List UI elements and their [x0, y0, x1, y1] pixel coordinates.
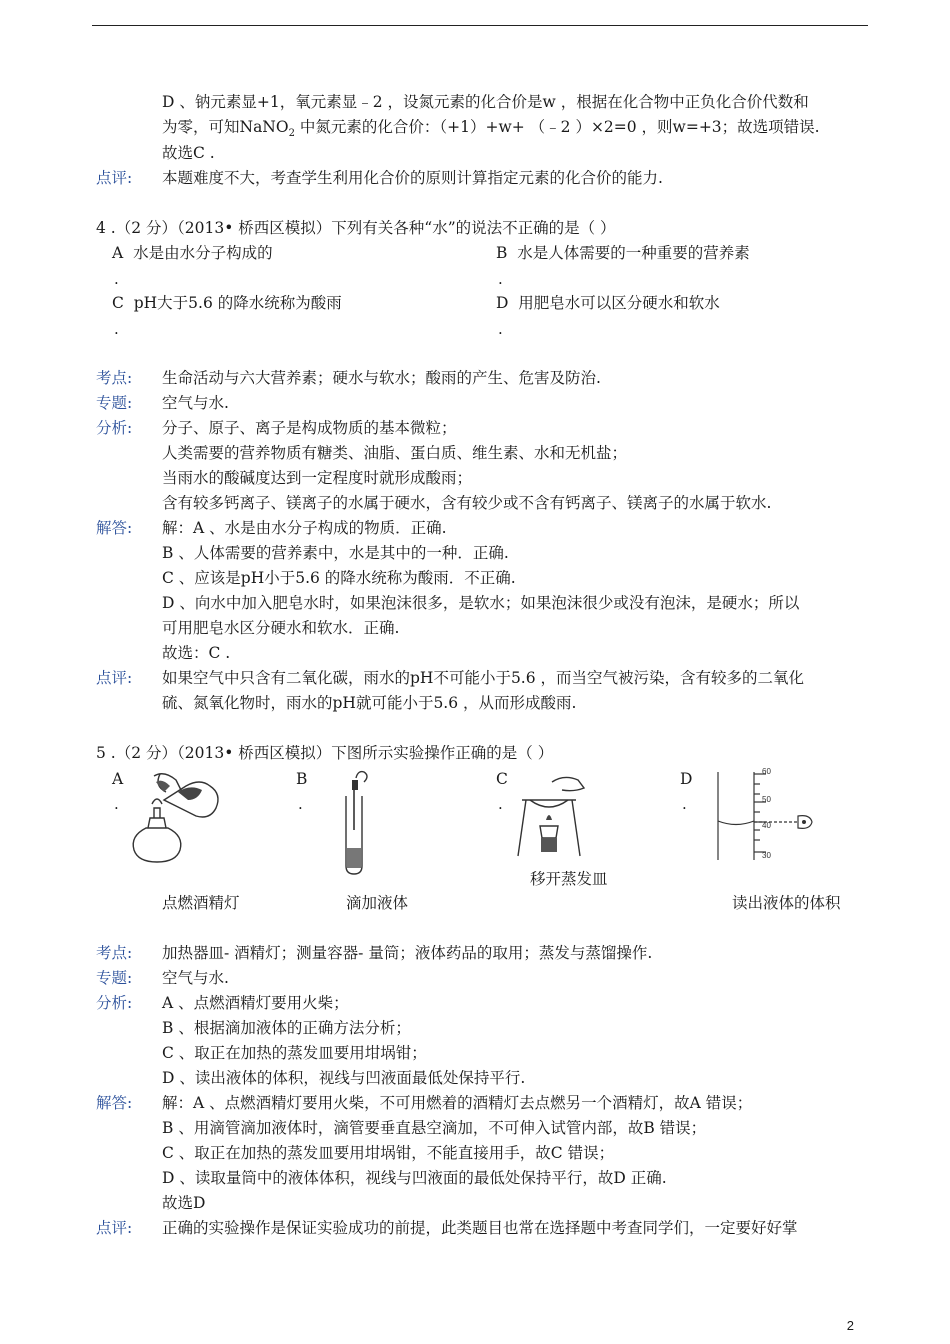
- q4-option-d: D 用肥皂水可以区分硬水和软水: [496, 294, 720, 312]
- option-dot: .: [114, 795, 119, 813]
- q4-jieda-line: C 、应该是pH小于5.6 的降水统称为酸雨．不正确.: [162, 569, 516, 587]
- option-dot: .: [114, 320, 119, 338]
- q4-jieda-label: 解答:: [96, 519, 133, 537]
- cylinder-tick-30: 30: [762, 851, 771, 860]
- q4-jieda-line: 可用肥皂水区分硬水和软水．正确.: [162, 619, 400, 637]
- cylinder-tick-60: 60: [762, 767, 771, 776]
- q4-option-c: C pH大于5.6 的降水统称为酸雨: [112, 294, 342, 312]
- q5-dianping: 正确的实验操作是保证实验成功的前提，此类题目也常在选择题中考查同学们，一定要好好掌: [162, 1219, 798, 1237]
- q5-option-b-letter: B: [296, 770, 308, 788]
- q5-fenxi-line: B 、根据滴加液体的正确方法分析；: [162, 1019, 411, 1037]
- q4-zhuanti-label: 专题:: [96, 394, 133, 412]
- q4-jieda-line: B 、人体需要的营养素中，水是其中的一种．正确.: [162, 544, 509, 562]
- q4-dianping-line: 硫、氮氧化物时，雨水的pH就可能小于5.6 ，从而形成酸雨.: [162, 694, 577, 712]
- q4-dianping-label: 点评:: [96, 669, 133, 687]
- option-dot: .: [114, 270, 119, 288]
- q5-zhuanti-label: 专题:: [96, 969, 133, 987]
- figure-evaporating-dish: [512, 770, 592, 860]
- q5-kaodian: 加热器皿- 酒精灯；测量容器- 量筒；液体药品的取用；蒸发与蒸馏操作.: [162, 944, 653, 962]
- q5-stem: 5 .（2 分）（2013• 桥西区模拟）下图所示实验操作正确的是（ ）: [96, 744, 554, 762]
- figure-dropper-test-tube: [336, 770, 376, 876]
- cylinder-tick-40: 40: [762, 821, 771, 830]
- q5-caption-c: 移开蒸发皿: [530, 870, 608, 888]
- q4-stem: 4 .（2 分）（2013• 桥西区模拟）下列有关各种“水”的说法不正确的是（ ）: [96, 219, 616, 237]
- q4-kaodian: 生命活动与六大营养素；硬水与软水；酸雨的产生、危害及防治.: [162, 369, 601, 387]
- q3-comment: 本题难度不大，考查学生利用化合价的原则计算指定元素的化合价的能力.: [162, 169, 663, 187]
- q4-zhuanti: 空气与水.: [162, 394, 229, 412]
- option-dot: .: [498, 270, 503, 288]
- q5-fenxi-line: C 、取正在加热的蒸发皿要用坩埚钳；: [162, 1044, 427, 1062]
- option-dot: .: [298, 795, 303, 813]
- q5-dianping-label: 点评:: [96, 1219, 133, 1237]
- q4-dianping-line: 如果空气中只含有二氧化碳，雨水的pH不可能小于5.6 ，而当空气被污染，含有较多的二氧化: [162, 669, 805, 687]
- q5-kaodian-label: 考点:: [96, 944, 133, 962]
- q4-jieda-line: D 、向水中加入肥皂水时，如果泡沫很多，是软水；如果泡沫很少或没有泡沫，是硬水；所以: [162, 594, 800, 612]
- q4-option-a: A 水是由水分子构成的: [112, 244, 273, 262]
- q4-option-b: B 水是人体需要的一种重要的营养素: [496, 244, 750, 262]
- header-rule: [92, 25, 868, 26]
- q5-caption-a: 点燃酒精灯: [162, 894, 240, 912]
- q4-fenxi-line: 人类需要的营养物质有糖类、油脂、蛋白质、维生素、水和无机盐；: [162, 444, 628, 462]
- q5-fenxi-line: D 、读出液体的体积，视线与凹液面最低处保持平行.: [162, 1069, 526, 1087]
- q5-option-a-letter: A: [112, 770, 124, 788]
- q5-jieda-line: B 、用滴管滴加液体时，滴管要垂直悬空滴加，不可伸入试管内部，故B 错误；: [162, 1119, 707, 1137]
- q5-option-c-letter: C: [496, 770, 508, 788]
- q5-caption-b: 滴加液体: [346, 894, 409, 912]
- q4-kaodian-label: 考点:: [96, 369, 133, 387]
- q5-caption-d: 读出液体的体积: [732, 894, 841, 912]
- q5-fenxi-label: 分析:: [96, 994, 133, 1012]
- option-dot: .: [498, 320, 503, 338]
- q5-jieda-line: C 、取正在加热的蒸发皿要用坩埚钳，不能直接用手，故C 错误；: [162, 1144, 615, 1162]
- q3-analysis-line-1: D 、钠元素显+1，氧元素显﹣2 ，设氮元素的化合价是w ，根据在化合物中正负化合价代数和: [162, 93, 809, 111]
- q5-zhuanti: 空气与水.: [162, 969, 229, 987]
- option-dot: .: [498, 795, 503, 813]
- q4-fenxi-line: 含有较多钙离子、镁离子的水属于硬水，含有较少或不含有钙离子、镁离子的水属于软水.: [162, 494, 772, 512]
- cylinder-tick-50: 50: [762, 795, 771, 804]
- q3-analysis-line-2: 为零，可知NaNO$_2$ 中氮元素的化合价：（+1）+w+ （﹣2 ）×2=0 ，则w=+3；故选项错误.: [162, 118, 820, 140]
- page-number: 2: [846, 1318, 854, 1333]
- q5-fenxi-line: A 、点燃酒精灯要用火柴；: [162, 994, 349, 1012]
- q5-jieda-label: 解答:: [96, 1094, 133, 1112]
- figure-alcohol-lamp: [124, 770, 228, 870]
- q5-jieda-line: 故选D: [162, 1194, 206, 1212]
- q4-jieda-line: 故选：C .: [162, 644, 231, 662]
- q4-fenxi-line: 分子、原子、离子是构成物质的基本微粒；: [162, 419, 457, 437]
- q5-jieda-line: D 、读取量筒中的液体体积，视线与凹液面的最低处保持平行，故D 正确.: [162, 1169, 667, 1187]
- q4-jieda-line: 解：A 、水是由水分子构成的物质．正确.: [162, 519, 447, 537]
- q4-fenxi-line: 当雨水的酸碱度达到一定程度时就形成酸雨；: [162, 469, 473, 487]
- q4-fenxi-label: 分析:: [96, 419, 133, 437]
- q5-option-d-letter: D: [680, 770, 693, 788]
- q3-comment-label: 点评:: [96, 169, 133, 187]
- figure-graduated-cylinder: [712, 766, 822, 866]
- q5-jieda-line: 解：A 、点燃酒精灯要用火柴，不可用燃着的酒精灯去点燃另一个酒精灯，故A 错误；: [162, 1094, 753, 1112]
- option-dot: .: [682, 795, 687, 813]
- q3-answer: 故选C .: [162, 144, 215, 162]
